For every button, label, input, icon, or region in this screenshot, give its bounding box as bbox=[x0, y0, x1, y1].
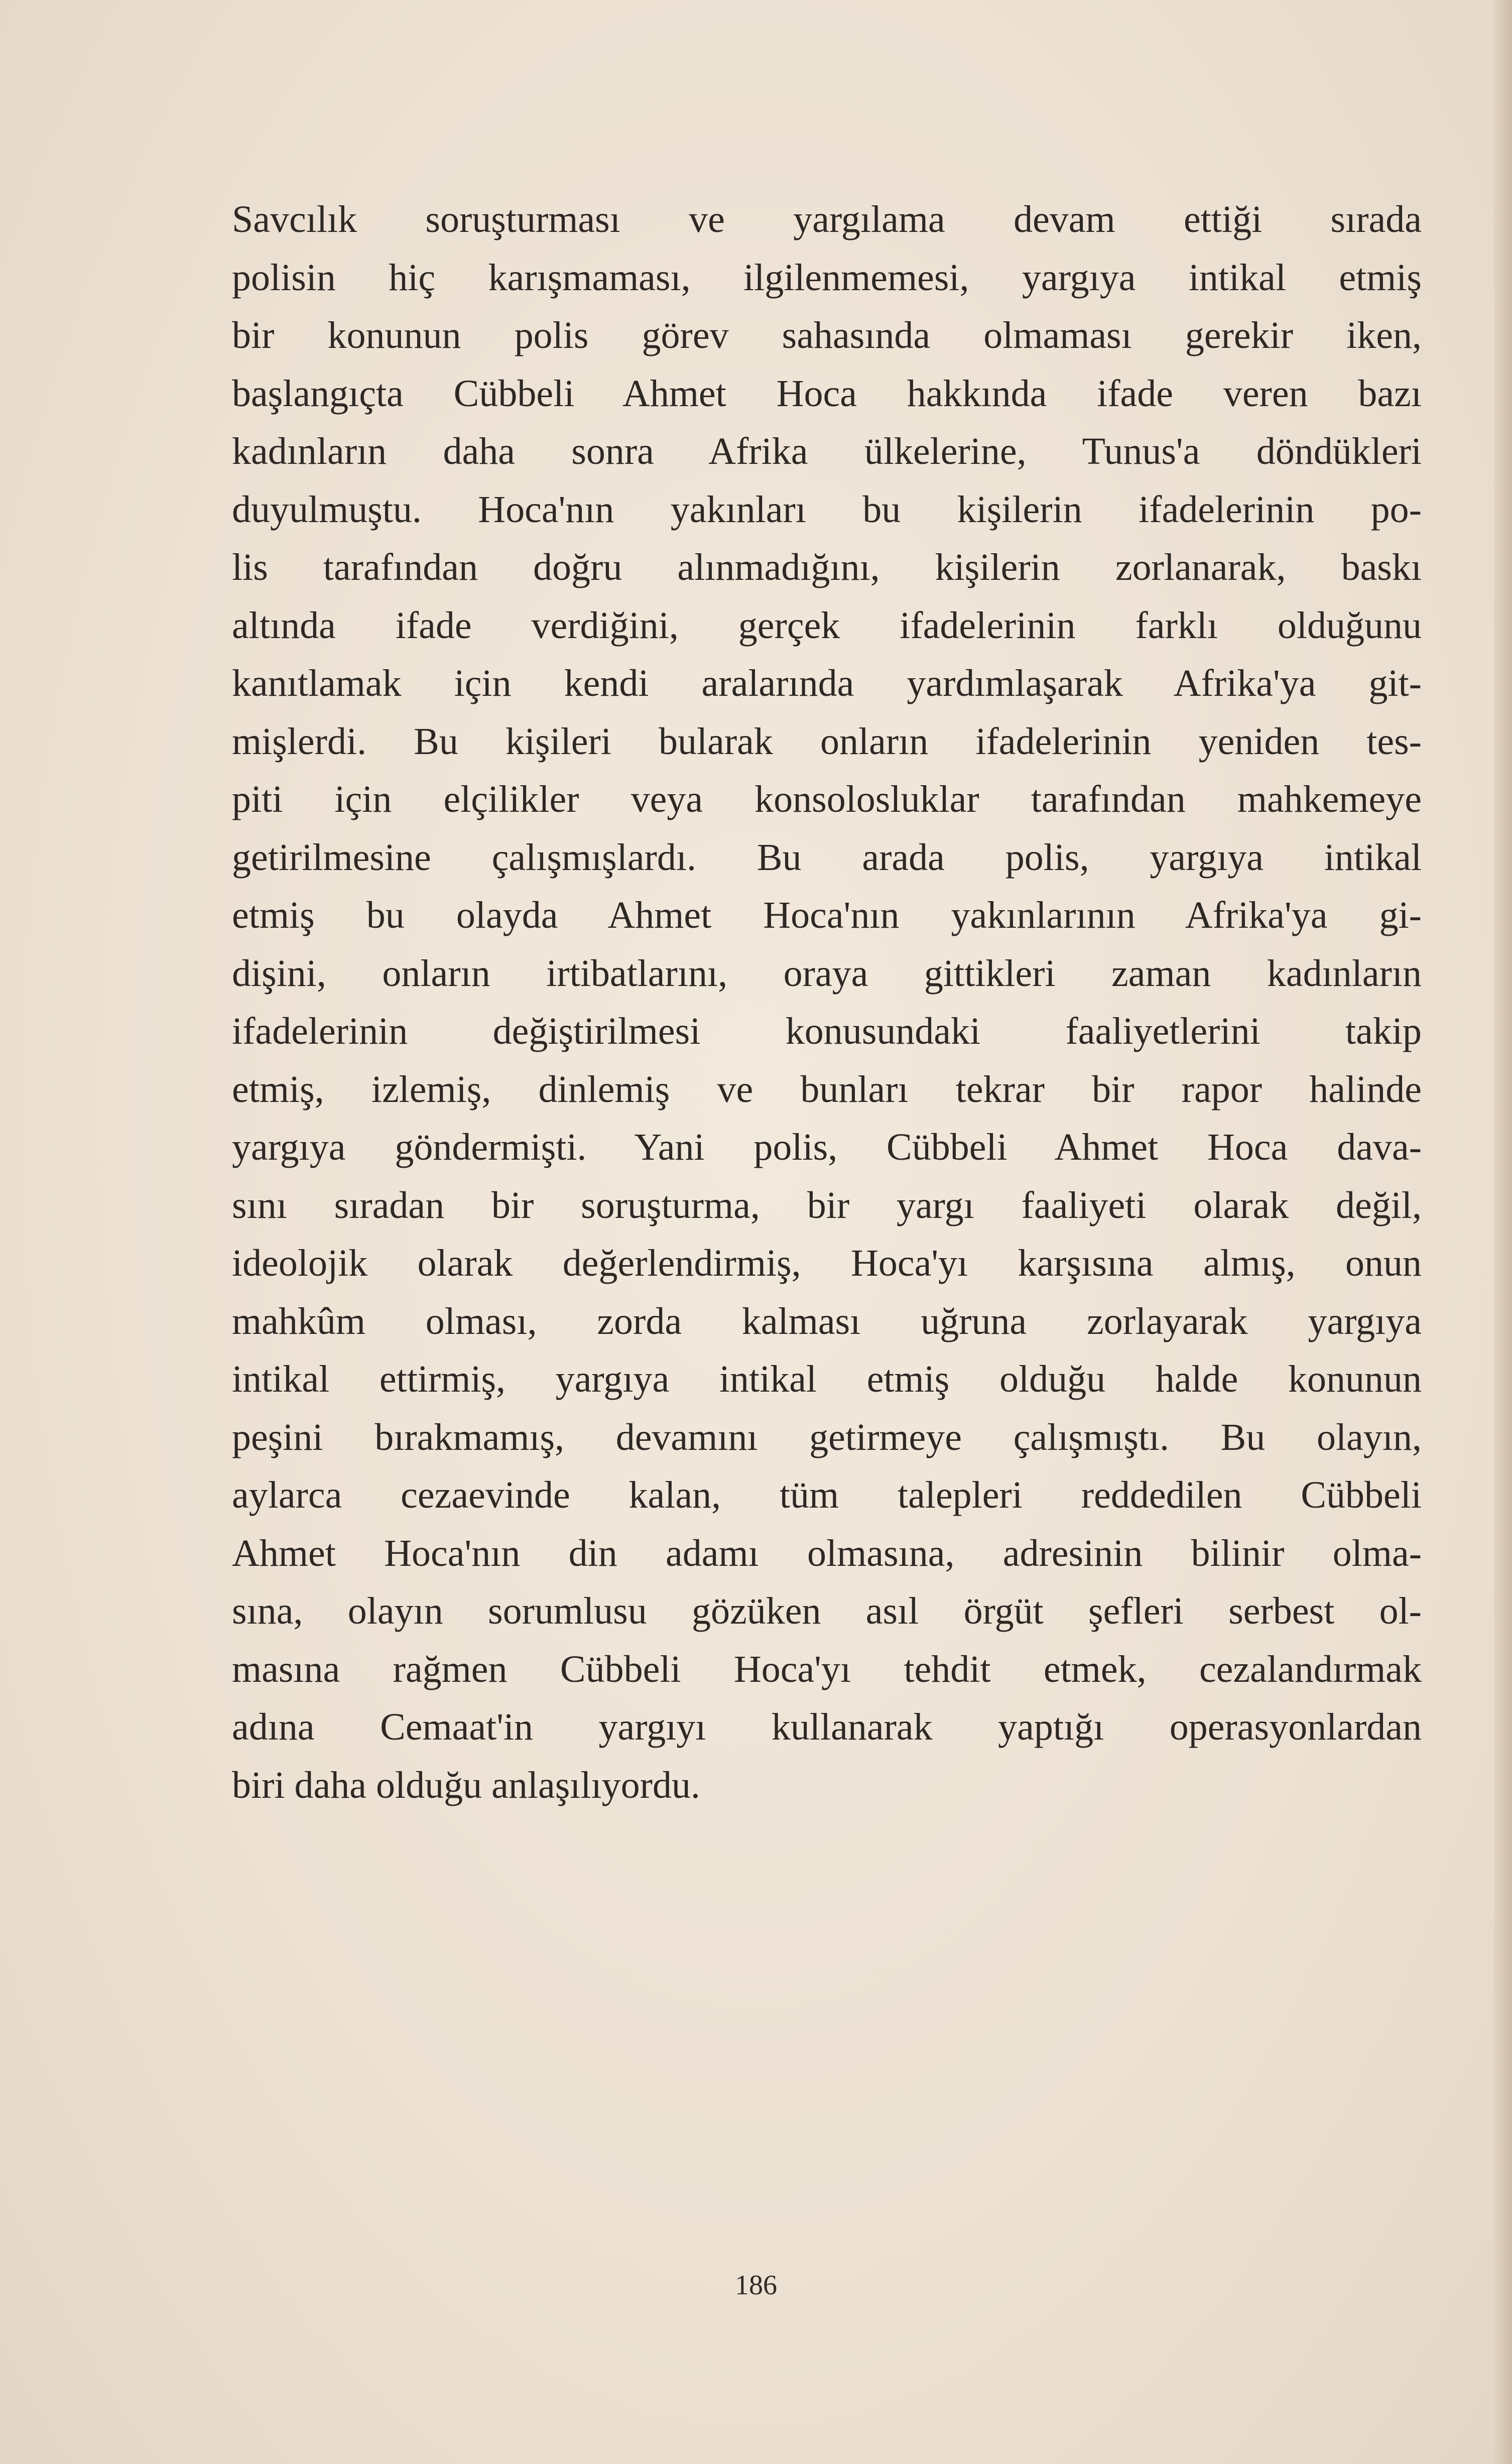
text-line: mişlerdi. Bu kişileri bularak onların ifadelerinin yeniden tes- bbox=[232, 720, 1422, 763]
text-line: sını sıradan bir soruşturma, bir yargı faaliyeti olarak değil, bbox=[232, 1184, 1422, 1226]
text-line: Savcılık soruşturması ve yargılama devam ettiği sırada bbox=[232, 198, 1422, 240]
text-line: piti için elçilikler veya konsolosluklar tarafından mahkemeye bbox=[232, 778, 1422, 820]
text-line: sına, olayın sorumlusu gözüken asıl örgüt şefleri serbest ol- bbox=[232, 1590, 1422, 1632]
text-line: adına Cemaat'in yargıyı kullanarak yaptığı operasyonlardan bbox=[232, 1706, 1422, 1748]
text-line: aylarca cezaevinde kalan, tüm talepleri reddedilen Cübbeli bbox=[232, 1474, 1422, 1516]
text-line: bir konunun polis görev sahasında olmaması gerekir iken, bbox=[232, 314, 1422, 356]
text-line: ideolojik olarak değerlendirmiş, Hoca'yı karşısına almış, onun bbox=[232, 1242, 1422, 1284]
text-line: Ahmet Hoca'nın din adamı olmasına, adresinin bilinir olma- bbox=[232, 1532, 1422, 1574]
text-line: polisin hiç karışmaması, ilgilenmemesi, yargıya intikal etmiş bbox=[232, 256, 1422, 299]
text-line: dişini, onların irtibatlarını, oraya gittikleri zaman kadınların bbox=[232, 952, 1422, 995]
text-line: peşini bırakmamış, devamını getirmeye çalışmıştı. Bu olayın, bbox=[232, 1416, 1422, 1458]
text-line: mahkûm olması, zorda kalması uğruna zorlayarak yargıya bbox=[232, 1300, 1422, 1342]
text-line: etmiş bu olayda Ahmet Hoca'nın yakınlarının Afrika'ya gi- bbox=[232, 894, 1422, 936]
text-line: yargıya göndermişti. Yani polis, Cübbeli Ahmet Hoca dava- bbox=[232, 1126, 1422, 1168]
text-line: masına rağmen Cübbeli Hoca'yı tehdit etmek, cezalandırmak bbox=[232, 1648, 1422, 1690]
body-paragraph bbox=[232, 191, 1422, 1814]
text-line: kadınların daha sonra Afrika ülkelerine, Tunus'a döndükleri bbox=[232, 430, 1422, 472]
text-line: getirilmesine çalışmışlardı. Bu arada polis, yargıya intikal bbox=[232, 836, 1422, 879]
text-line: etmiş, izlemiş, dinlemiş ve bunları tekrar bir rapor halinde bbox=[232, 1068, 1422, 1111]
page-edge-shadow bbox=[1494, 0, 1512, 2464]
text-line: lis tarafından doğru alınmadığını, kişilerin zorlanarak, baskı bbox=[232, 546, 1422, 588]
page-number: 186 bbox=[735, 2270, 777, 2301]
text-line: kanıtlamak için kendi aralarında yardımlaşarak Afrika'ya git- bbox=[232, 662, 1422, 704]
text-line-last: biri daha olduğu anlaşılıyordu. bbox=[232, 1764, 700, 1806]
text-line: altında ifade verdiğini, gerçek ifadelerinin farklı olduğunu bbox=[232, 604, 1422, 647]
text-line: ifadelerinin değiştirilmesi konusundaki faaliyetlerini takip bbox=[232, 1010, 1422, 1052]
text-line: intikal ettirmiş, yargıya intikal etmiş olduğu halde konunun bbox=[232, 1358, 1422, 1400]
text-line: duyulmuştu. Hoca'nın yakınları bu kişilerin ifadelerinin po- bbox=[232, 488, 1422, 531]
text-line: başlangıçta Cübbeli Ahmet Hoca hakkında ifade veren bazı bbox=[232, 372, 1422, 415]
